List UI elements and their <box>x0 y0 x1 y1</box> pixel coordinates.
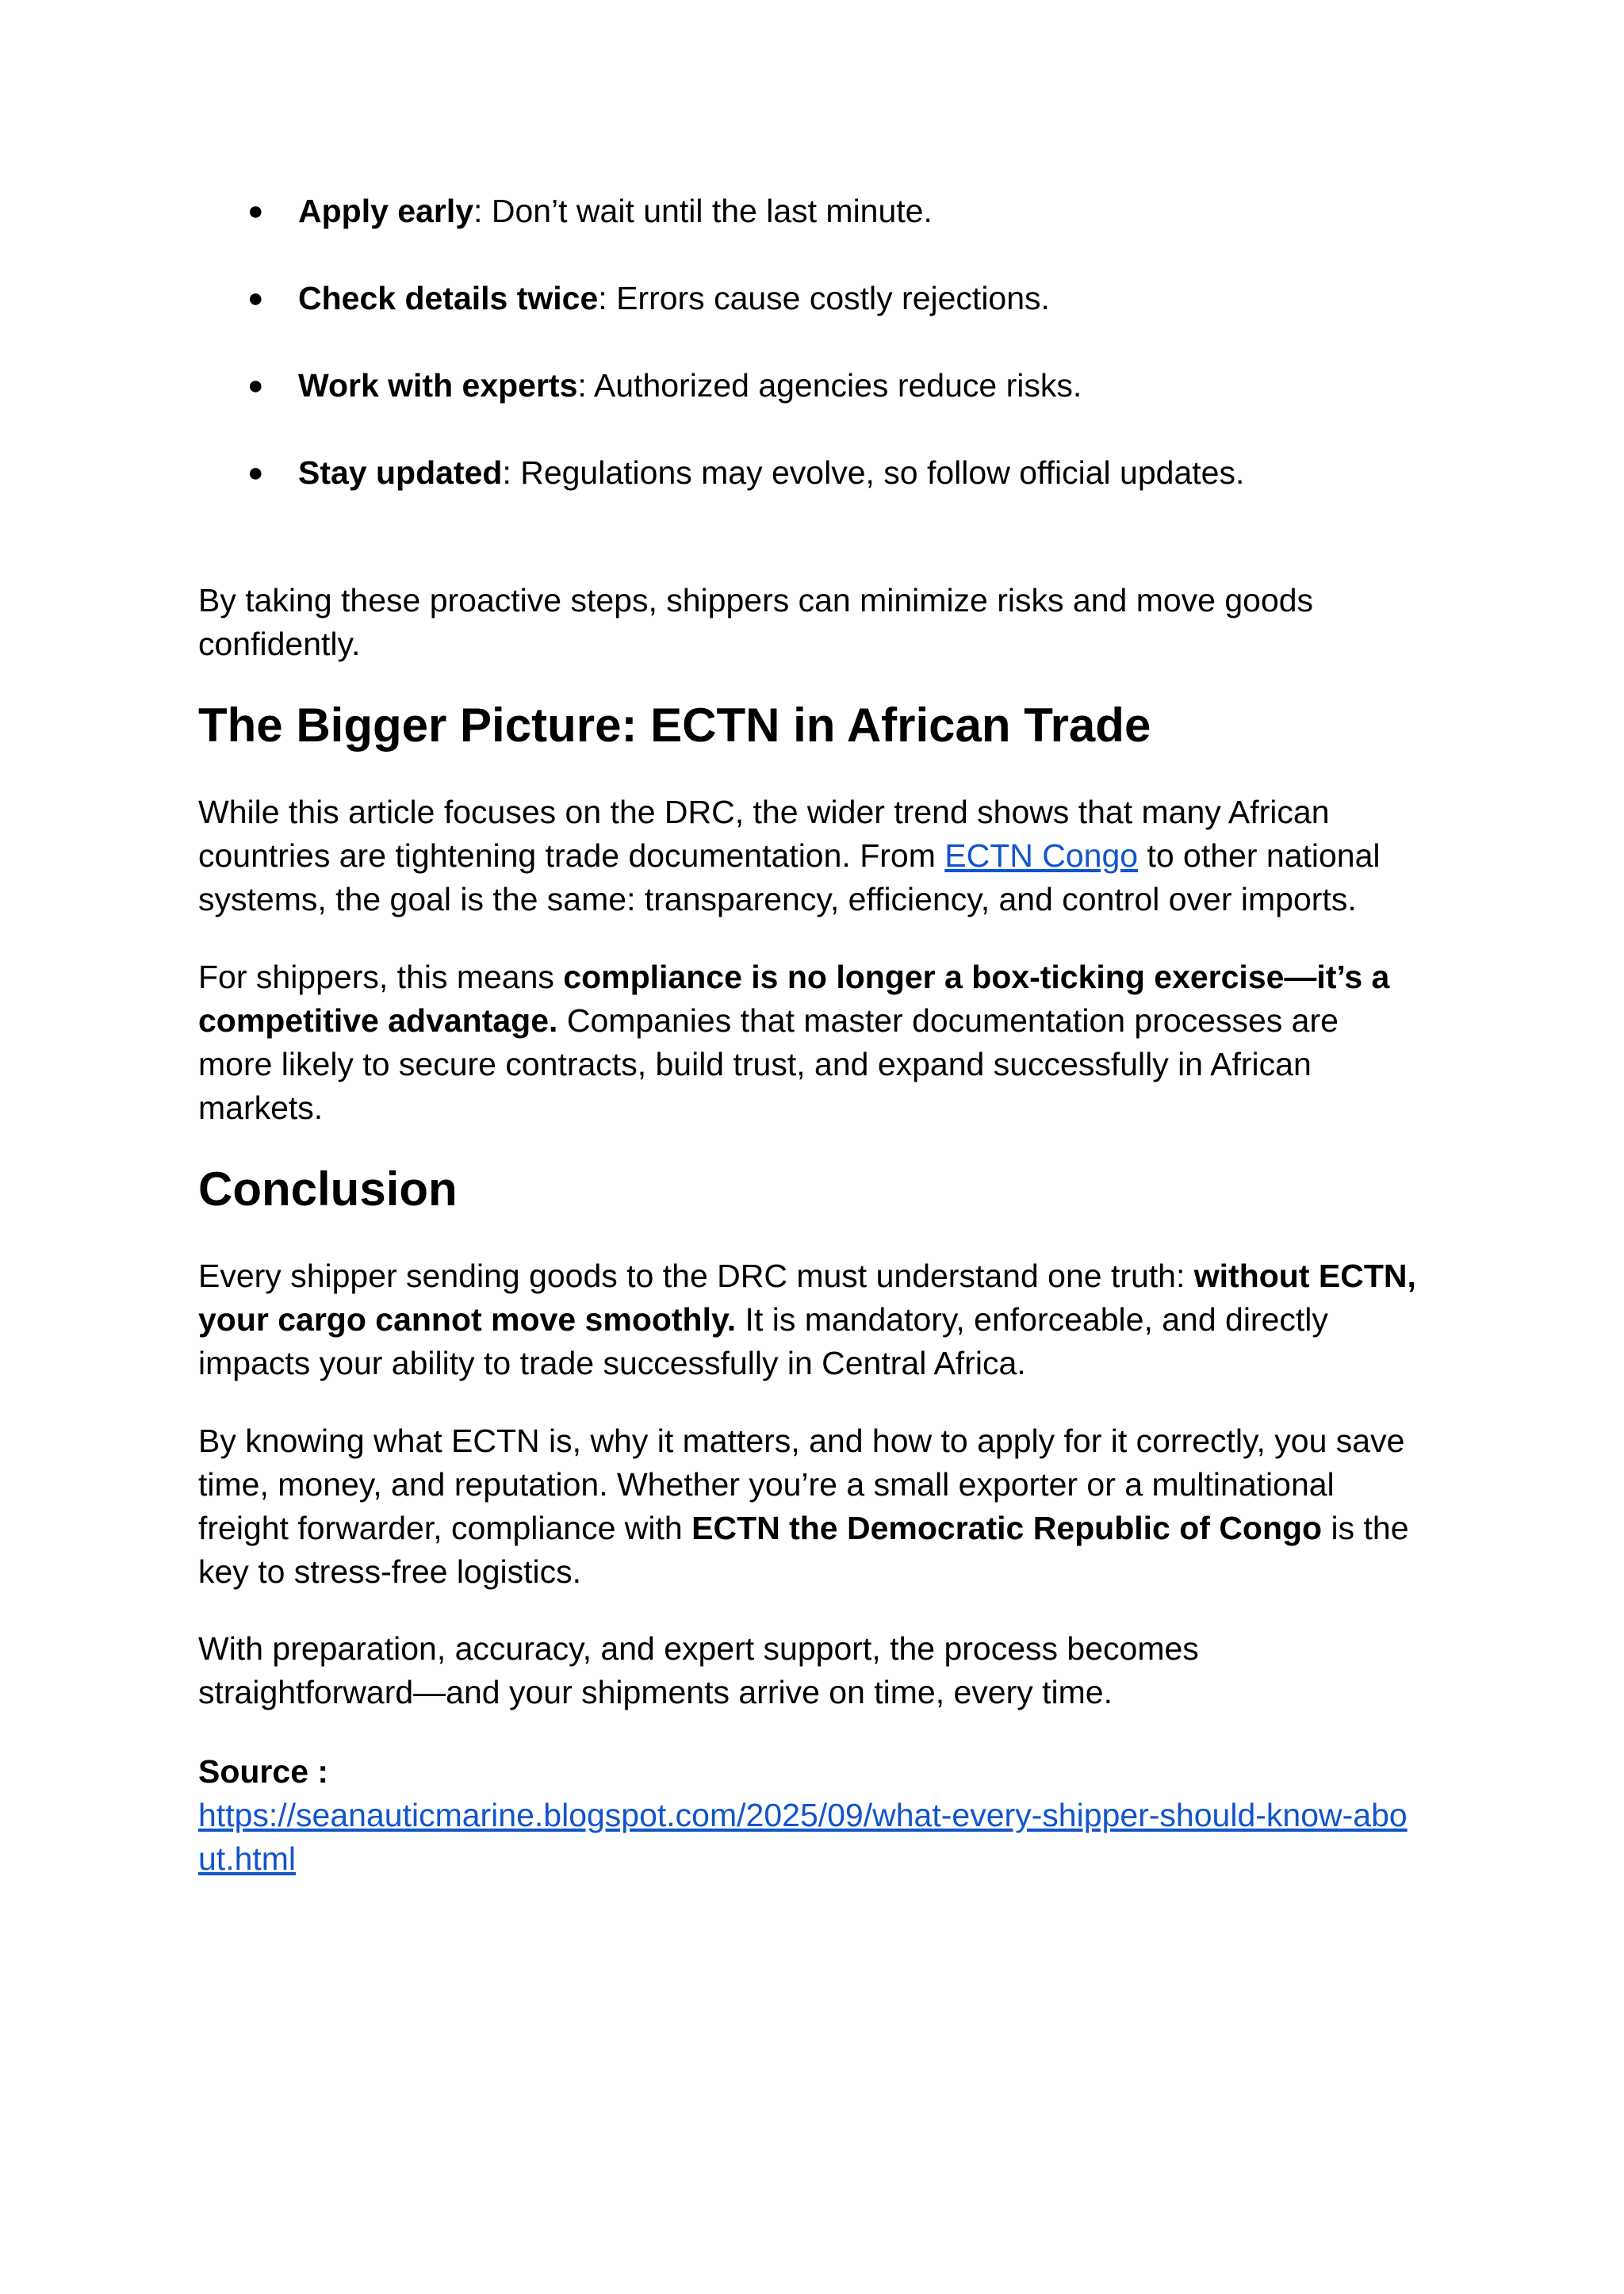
bullet-icon: ● <box>247 283 264 313</box>
tip-text: : Regulations may evolve, so follow official updates. <box>502 454 1245 491</box>
text-line <box>198 1507 1467 1550</box>
list-item <box>247 278 1437 319</box>
source-url-line <box>198 1837 1467 1881</box>
section-heading-bigger-picture: The Bigger Picture: ECTN in African Trade <box>198 699 1151 752</box>
tip-text: : Errors cause costly rejections. <box>598 280 1050 316</box>
text-fragment: is the <box>1322 1510 1409 1546</box>
shippers-paragraph <box>198 956 1467 1130</box>
source-block <box>198 1750 1467 1881</box>
text-line <box>198 999 1467 1043</box>
conclusion-paragraph-3 <box>198 1627 1467 1714</box>
text-line: impacts your ability to trade successfully in Central Africa. <box>198 1345 1026 1381</box>
text-fragment: It is mandatory, enforceable, and directly <box>736 1301 1328 1338</box>
text-line: time, money, and reputation. Whether you’re a small exporter or a multinational <box>198 1466 1335 1503</box>
text-line: key to stress-free logistics. <box>198 1553 582 1590</box>
list-item <box>247 365 1437 406</box>
source-link[interactable]: https://seanauticmarine.blogspot.com/2025/09/what-every-shipper-should-know-abo <box>198 1797 1408 1833</box>
text-fragment: Companies that master documentation processes are <box>557 1002 1339 1039</box>
text-line: With preparation, accuracy, and expert support, the process becomes <box>198 1630 1199 1667</box>
tip-text: : Authorized agencies reduce risks. <box>577 367 1082 404</box>
conclusion-paragraph-1 <box>198 1254 1467 1385</box>
text-line <box>198 1254 1467 1298</box>
text-line: systems, the goal is the same: transparency, efficiency, and control over imports. <box>198 881 1357 917</box>
bullet-icon: ● <box>247 196 264 226</box>
bold-text: Source : <box>198 1753 329 1790</box>
text-line: confidently. <box>198 626 361 662</box>
tips-list <box>247 190 1437 539</box>
bullet-icon: ● <box>247 370 264 400</box>
tip-text: : Don’t wait until the last minute. <box>473 193 933 229</box>
text-line: straightforward—and your shipments arrive on time, every time. <box>198 1674 1113 1710</box>
bold-text: without ECTN, <box>1193 1258 1416 1294</box>
list-item <box>247 190 1437 232</box>
text-fragment: countries are tightening trade documentation. From <box>198 837 945 874</box>
text-line <box>198 956 1467 999</box>
tip-title: Check details twice <box>298 280 599 316</box>
tip-title: Stay updated <box>298 454 503 491</box>
text-line: markets. <box>198 1090 324 1126</box>
bold-text: ECTN the Democratic Republic of Congo <box>691 1510 1323 1546</box>
text-line: more likely to secure contracts, build trust, and expand successfully in African <box>198 1046 1312 1082</box>
section-heading-conclusion: Conclusion <box>198 1162 458 1216</box>
ectn-congo-link[interactable]: ECTN Congo <box>944 837 1139 874</box>
bold-text: competitive advantage. <box>198 1002 558 1039</box>
conclusion-paragraph-2 <box>198 1419 1467 1594</box>
bold-text: compliance is no longer a box-ticking exercise—it’s a <box>563 959 1390 995</box>
text-line: By taking these proactive steps, shippers can minimize risks and move goods <box>198 582 1314 618</box>
list-item <box>247 452 1437 493</box>
text-fragment: freight forwarder, compliance with <box>198 1510 692 1546</box>
text-fragment: For shippers, this means <box>198 959 564 995</box>
text-line: While this article focuses on the DRC, the wider trend shows that many African <box>198 794 1330 830</box>
text-line <box>198 1298 1467 1342</box>
text-fragment: Every shipper sending goods to the DRC must understand one truth: <box>198 1258 1194 1294</box>
tip-title: Apply early <box>298 193 474 229</box>
bold-text: your cargo cannot move smoothly. <box>198 1301 737 1338</box>
source-link-continued[interactable]: ut.html <box>198 1840 297 1877</box>
text-line: By knowing what ECTN is, why it matters, and how to apply for it correctly, you save <box>198 1423 1405 1459</box>
tip-title: Work with experts <box>298 367 578 404</box>
bullet-icon: ● <box>247 458 264 488</box>
closing-tips-paragraph <box>198 579 1467 666</box>
source-url-line <box>198 1794 1467 1837</box>
bigger-picture-paragraph <box>198 791 1467 921</box>
source-label <box>198 1750 1467 1794</box>
text-fragment: to other national <box>1138 837 1381 874</box>
text-line <box>198 834 1467 878</box>
